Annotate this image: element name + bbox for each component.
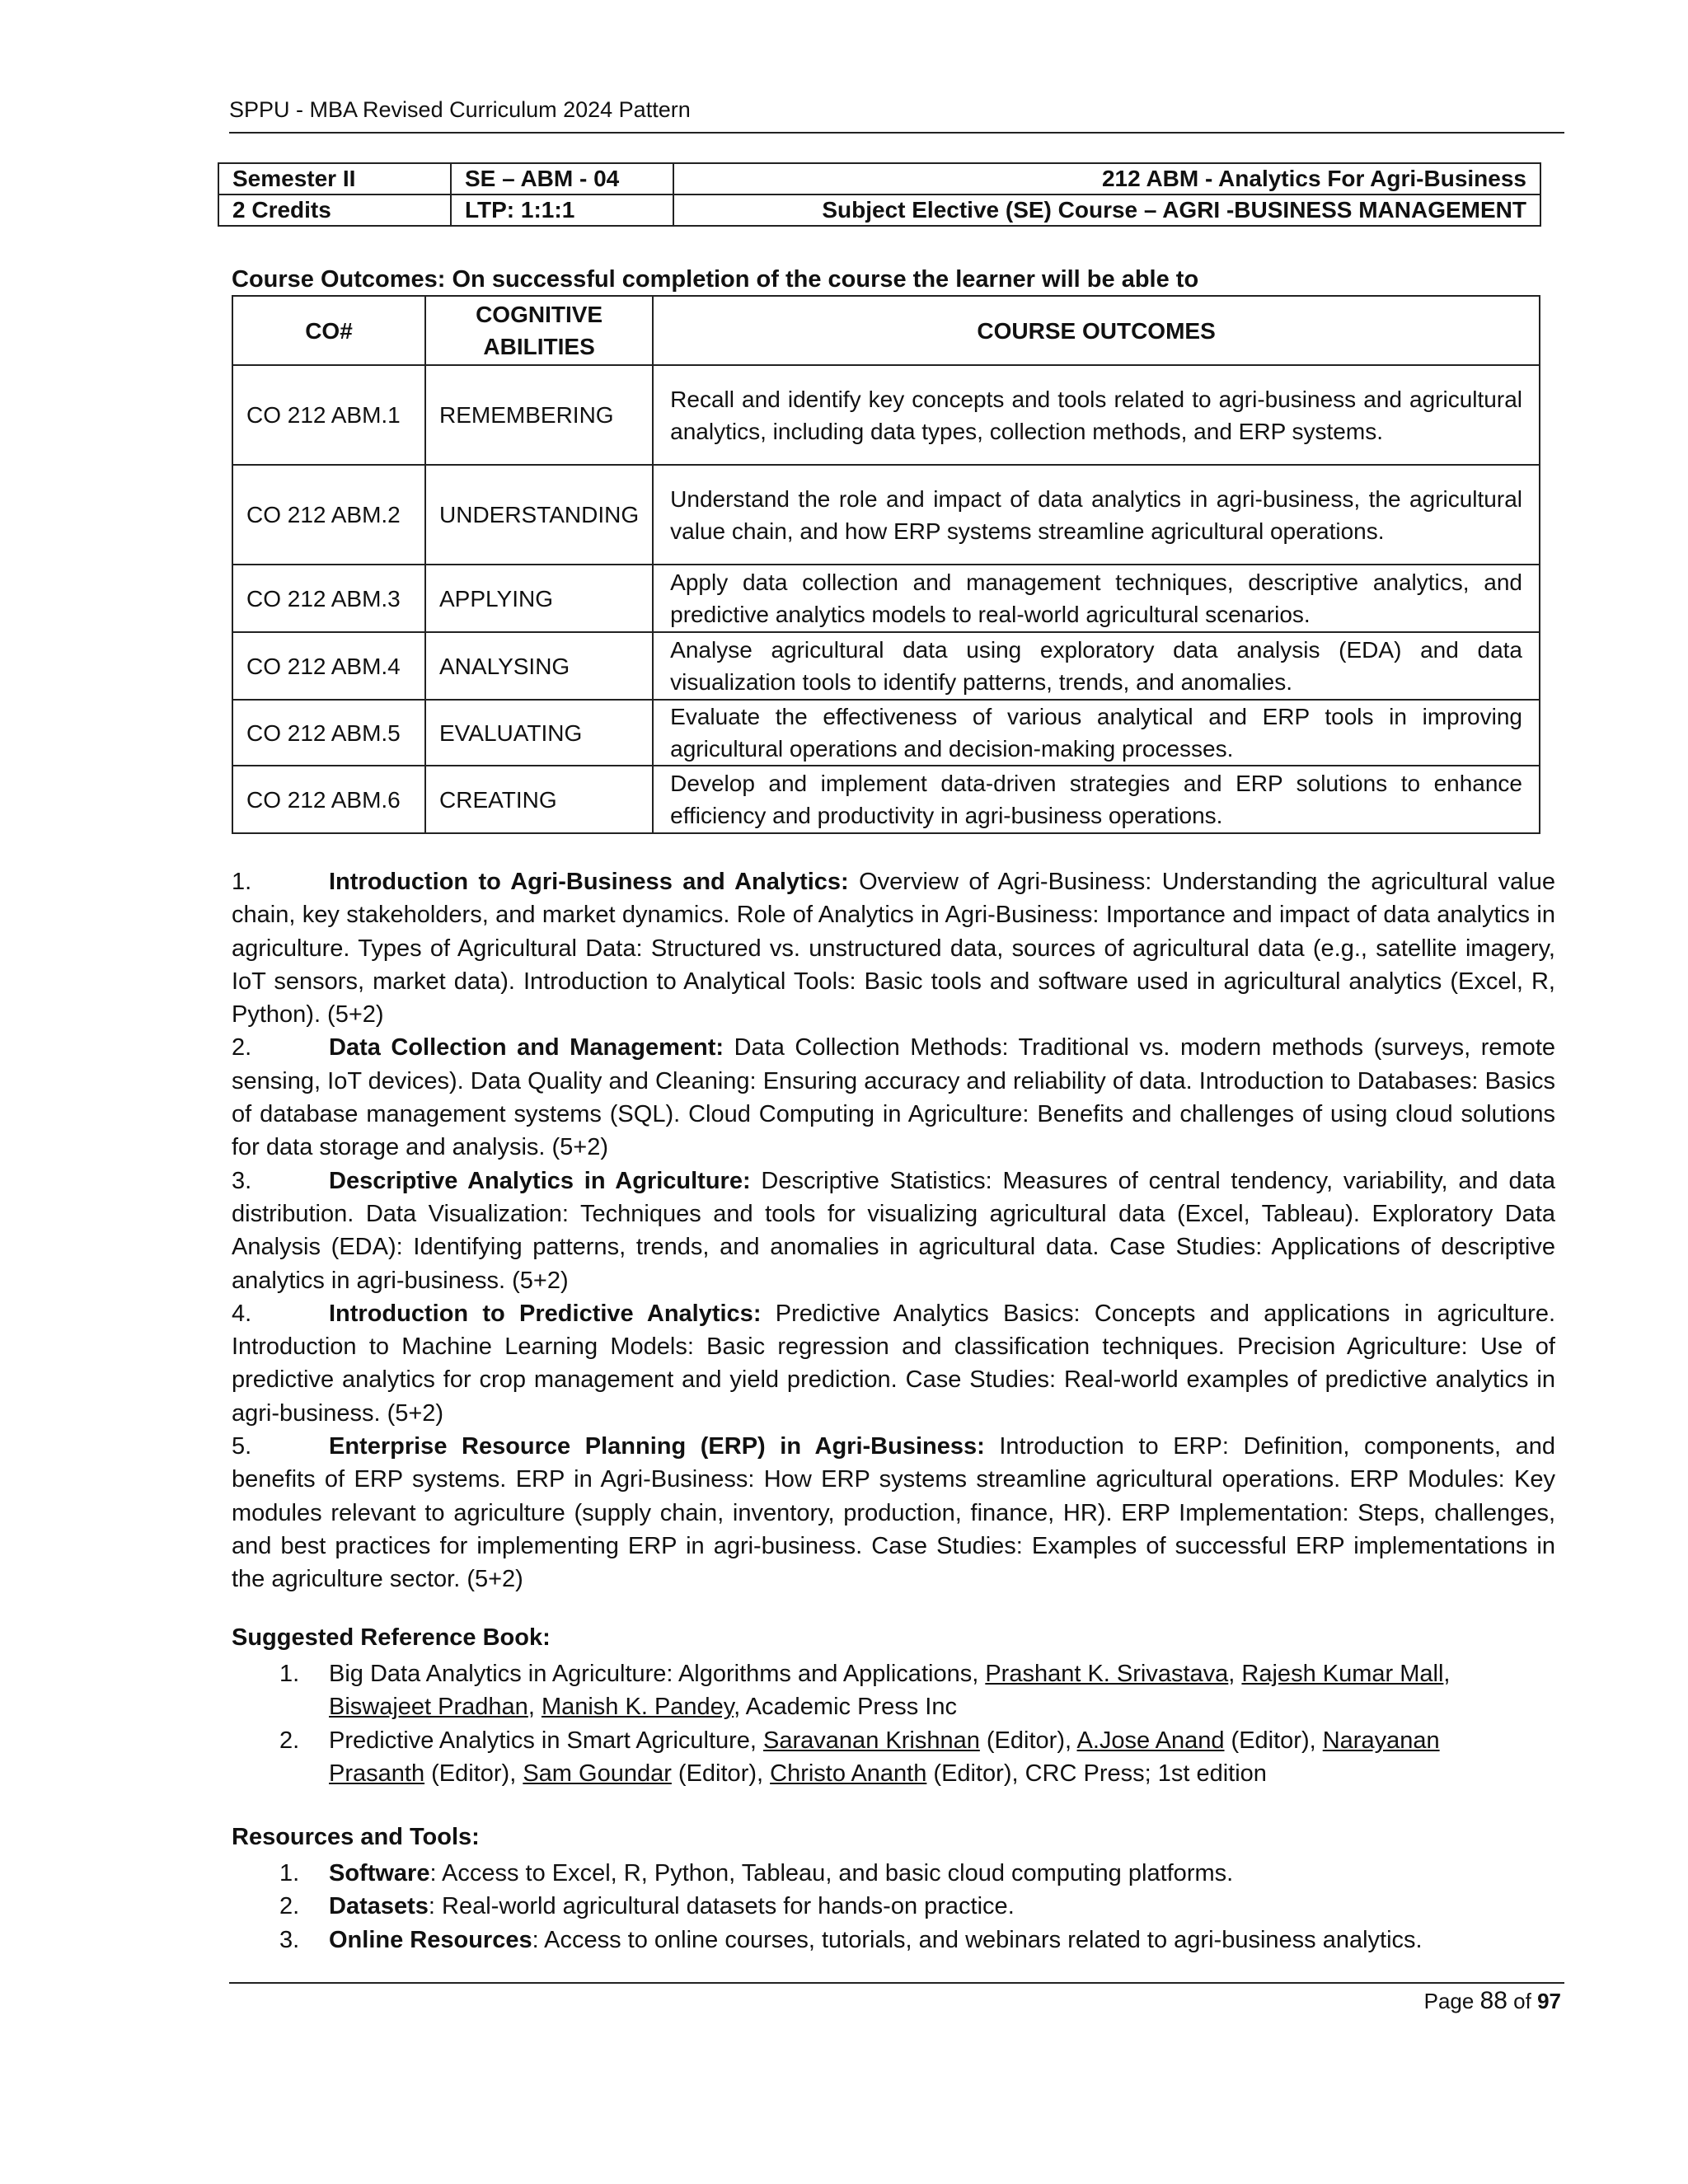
resources-heading: Resources and Tools: [232, 1824, 480, 1850]
reference-list [232, 1657, 1517, 1790]
table-row [232, 365, 1540, 465]
editor-separator: (Editor), [424, 1760, 523, 1787]
references-heading: Suggested Reference Book: [232, 1624, 551, 1651]
course-outcome: Evaluate the effectiveness of various analytical and ERP tools in improving agricultural operations and decision-making processes. [653, 700, 1540, 766]
unit-number: 4. [232, 1300, 252, 1327]
outcome-column-header: COURSE OUTCOMES [653, 296, 1540, 365]
course-outcome: Analyse agricultural data using exploratory data analysis (EDA) and data visualization tools to identify patterns, trends, and anomalies. [653, 632, 1540, 700]
unit-number: 5. [232, 1433, 252, 1460]
table-row [232, 465, 1540, 565]
semester-cell: Semester II [218, 163, 451, 194]
meta-row-1 [218, 163, 1540, 194]
ability-column-header: COGNITIVE ABILITIES [425, 296, 653, 365]
publisher: (Editor), CRC Press; 1st edition [926, 1760, 1267, 1787]
resources-list [232, 1857, 1567, 1957]
editor-separator: (Editor), [979, 1727, 1077, 1754]
unit-4 [232, 1297, 1555, 1430]
unit-title: Descriptive Analytics in Agriculture: [329, 1167, 751, 1194]
ltp-cell: LTP: 1:1:1 [451, 194, 673, 226]
author-separator: , [1443, 1661, 1451, 1687]
author-link[interactable]: Rajesh Kumar Mall [1241, 1661, 1444, 1687]
course-outcome: Understand the role and impact of data analytics in agri-business, the agricultural value chain, and how ERP systems streamline agricultural operations. [653, 465, 1540, 565]
author-link[interactable]: Saravanan Krishnan [763, 1727, 980, 1754]
cognitive-ability: EVALUATING [425, 700, 653, 766]
table-row [232, 632, 1540, 700]
unit-body: Data Collection Methods: Traditional vs. modern methods (surveys, remote sensing, IoT devices). Data Quality and Cleaning: Ensuring accuracy and reliability of data. Introduction to Databases: Basics of database management systems (SQL). Cloud Computing in Agriculture: Benefits and challenges of using cloud solutions for data storage and analysis. (5+2) [232, 1034, 1555, 1161]
book-title: Predictive Analytics in Smart Agriculture, [329, 1727, 764, 1754]
resource-item-3 [232, 1924, 1567, 1957]
unit-title: Enterprise Resource Planning (ERP) in Agri-Business: [329, 1433, 985, 1460]
resource-text: : Access to online courses, tutorials, and webinars related to agri-business analytics. [532, 1926, 1423, 1953]
course-outcomes-heading: Course Outcomes: On successful completion of the course the learner will be able to [232, 266, 1199, 293]
author-link[interactable]: A.Jose Anand [1076, 1727, 1225, 1754]
author-separator: , [528, 1694, 542, 1721]
table-row [232, 700, 1540, 766]
unit-body: Introduction to ERP: Definition, components, and benefits of ERP systems. ERP in Agri-Business: How ERP systems streamline agricultural operations. ERP Modules: Key modules relevant to agriculture (supply chain, inventory, production, finance, HR). ERP Implementation: Steps, challenges, and best practices for implementing ERP in agri-business. Case Studies: Examples of successful ERP implementations in the agriculture sector. (5+2) [232, 1433, 1555, 1593]
resource-text: : Access to Excel, R, Python, Tableau, and basic cloud computing platforms. [429, 1860, 1234, 1886]
author-link[interactable]: Biswajeet Pradhan [329, 1694, 528, 1721]
unit-title: Data Collection and Management: [329, 1034, 724, 1062]
course-outcome: Recall and identify key concepts and tools related to agri-business and agricultural analytics, including data types, collection methods, and ERP systems. [653, 365, 1540, 465]
co-id: CO 212 ABM.6 [232, 766, 425, 833]
co-id: CO 212 ABM.3 [232, 565, 425, 632]
publisher: , Academic Press Inc [734, 1694, 957, 1721]
resource-number: 1. [279, 1860, 300, 1886]
reference-item-2 [232, 1724, 1517, 1791]
page-footer [1424, 1987, 1561, 2015]
cognitive-ability: REMEMBERING [425, 365, 653, 465]
co-id: CO 212 ABM.5 [232, 700, 425, 766]
course-outcomes-table [232, 295, 1540, 834]
of-word: of [1507, 1989, 1538, 2013]
running-header: SPPU - MBA Revised Curriculum 2024 Pattern [229, 97, 1564, 134]
unit-3 [232, 1165, 1555, 1297]
co-id: CO 212 ABM.4 [232, 632, 425, 700]
unit-body: Descriptive Statistics: Measures of central tendency, variability, and data distribution. Data Visualization: Techniques and tools for visualizing agricultural data (Excel, Tableau). Exploratory Data Analysis (EDA): Identifying patterns, trends, and anomalies in agricultural data. Case Studies: Applications of descriptive analytics in agri-business. (5+2) [232, 1167, 1555, 1294]
editor-separator: (Editor), [671, 1760, 771, 1787]
unit-number: 1. [232, 869, 252, 895]
author-link[interactable]: Prashant K. Srivastava [985, 1661, 1229, 1687]
author-link[interactable]: Sam Goundar [523, 1760, 672, 1787]
meta-row-2 [218, 194, 1540, 226]
page-word: Page [1423, 1989, 1480, 2013]
book-title: Big Data Analytics in Agriculture: Algorithms and Applications, [329, 1661, 986, 1687]
unit-2 [232, 1031, 1555, 1164]
author-link[interactable]: Manish K. Pandey [541, 1694, 734, 1721]
cognitive-ability: UNDERSTANDING [425, 465, 653, 565]
resource-item-2 [232, 1890, 1567, 1923]
unit-title: Introduction to Agri-Business and Analytics: [329, 869, 849, 895]
page-number: 88 [1479, 1987, 1507, 2014]
course-code-cell: SE – ABM - 04 [451, 163, 673, 194]
author-separator: , [1228, 1661, 1242, 1687]
co-id: CO 212 ABM.2 [232, 465, 425, 565]
cognitive-ability: CREATING [425, 766, 653, 833]
reference-number: 1. [279, 1661, 300, 1687]
reference-item-1 [232, 1657, 1517, 1724]
resource-label: Datasets [329, 1893, 429, 1920]
cognitive-ability: ANALYSING [425, 632, 653, 700]
co-column-header: CO# [232, 296, 425, 365]
footer-divider [229, 1982, 1564, 1984]
unit-5 [232, 1430, 1555, 1596]
author-link[interactable]: Christo Ananth [770, 1760, 927, 1787]
unit-number: 2. [232, 1034, 252, 1062]
resource-number: 3. [279, 1926, 300, 1953]
course-outcome: Apply data collection and management techniques, descriptive analytics, and predictive analytics models to real-world agricultural scenarios. [653, 565, 1540, 632]
resource-number: 2. [279, 1893, 300, 1920]
table-row [232, 565, 1540, 632]
credits-cell: 2 Credits [218, 194, 451, 226]
resource-item-1 [232, 1857, 1567, 1890]
author-link[interactable]: Narayanan Prasanth [329, 1727, 1440, 1787]
co-id: CO 212 ABM.1 [232, 365, 425, 465]
course-meta-table [218, 162, 1541, 227]
reference-number: 2. [279, 1727, 300, 1754]
cognitive-ability: APPLYING [425, 565, 653, 632]
editor-separator: (Editor), [1224, 1727, 1323, 1754]
course-title-cell: 212 ABM - Analytics For Agri-Business [673, 163, 1540, 194]
syllabus-units [232, 865, 1555, 1596]
unit-body: Overview of Agri-Business: Understanding the agricultural value chain, key stakeholders, and market dynamics. Role of Analytics in Agri-Business: Importance and impact of data analytics in agriculture. Types of Agricultural Data: Structured vs. unstructured data, sources of agricultural data (e.g., satellite imagery, IoT sensors, market data). Introduction to Analytical Tools: Basic tools and software used in agricultural analytics (Excel, R, Python). (5+2) [232, 869, 1555, 1029]
resource-text: : Real-world agricultural datasets for hands-on practice. [428, 1893, 1015, 1920]
resource-label: Online Resources [329, 1926, 532, 1953]
co-header-row [232, 296, 1540, 365]
course-type-cell: Subject Elective (SE) Course – AGRI -BUSINESS MANAGEMENT [673, 194, 1540, 226]
unit-1 [232, 865, 1555, 1031]
unit-body: Predictive Analytics Basics: Concepts and applications in agriculture. Introduction to Machine Learning Models: Basic regression and classification techniques. Precision Agriculture: Use of predictive analytics for crop management and yield prediction. Case Studies: Real-world examples of predictive analytics in agri-business. (5+2) [232, 1300, 1556, 1427]
table-row [232, 766, 1540, 833]
total-pages: 97 [1537, 1989, 1561, 2013]
resource-label: Software [329, 1860, 430, 1886]
unit-number: 3. [232, 1167, 252, 1194]
unit-title: Introduction to Predictive Analytics: [329, 1300, 762, 1327]
course-outcome: Develop and implement data-driven strategies and ERP solutions to enhance efficiency and productivity in agri-business operations. [653, 766, 1540, 833]
